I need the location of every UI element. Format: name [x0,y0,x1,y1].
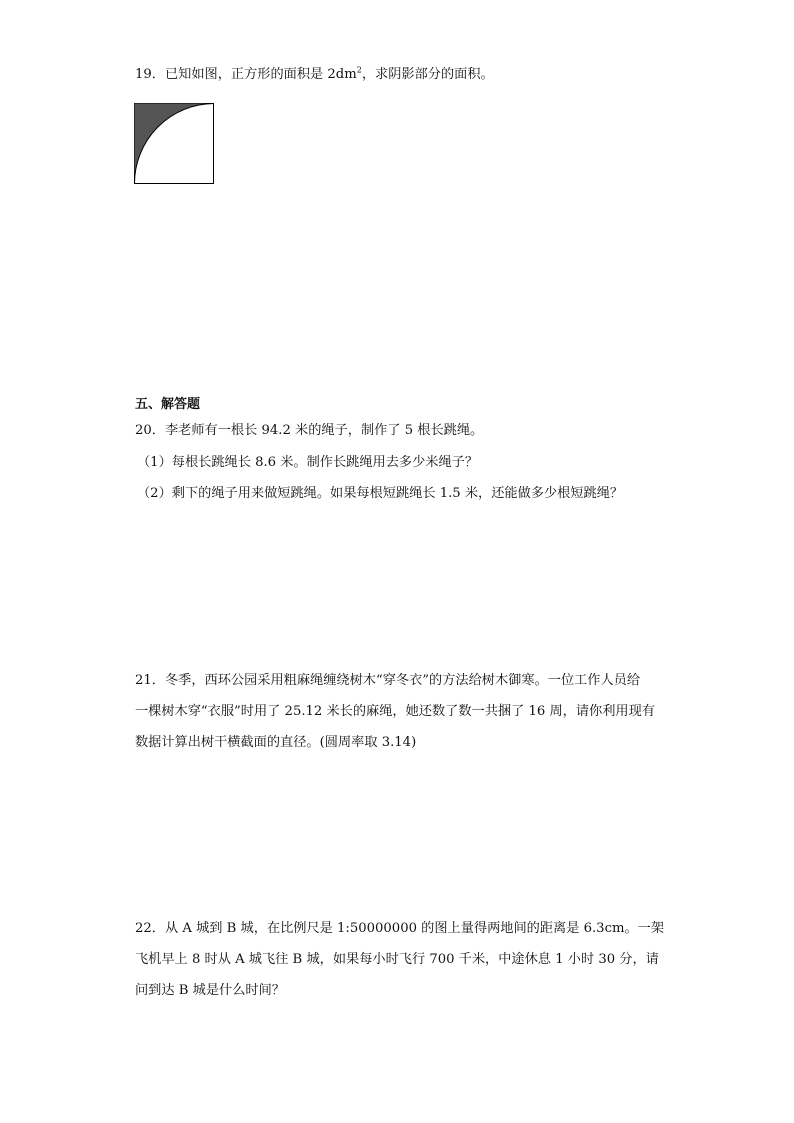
question-22-line-2: 飞机早上 8 时从 A 城飞往 B 城，如果每小时飞行 700 千米，中途休息 1 小时 30 分，请 [135,952,659,967]
question-19 [135,66,494,84]
question-22-line-3: 问到达 B 城是什么时间？ [135,983,285,998]
question-21-line-3: 数据计算出树干横截面的直径。(圆周率取 3.14) [135,735,417,750]
question-21-line-2: 一棵树木穿“衣服”时用了 25.12 米长的麻绳，她还数了数一共捆了 16 周，请你利用现有 [135,704,655,719]
square-quarter-circle-figure [134,103,214,184]
question-19-text-end: ，求阴影部分的面积。 [361,67,494,82]
question-20-stem: 20．李老师有一根长 94.2 米的绳子，制作了 5 根长跳绳。 [135,423,484,438]
question-20-part-1: （1）每根长跳绳长 8.6 米。制作长跳绳用去多少米绳子？ [137,455,479,470]
question-22-line-1: 22．从 A 城到 B 城，在比例尺是 1:50000000 的图上量得两地间的距离是 6.3cm。一架 [135,921,665,936]
question-21-line-1: 21．冬季，西环公园采用粗麻绳缠绕树木“穿冬衣”的方法给树木御寒。一位工作人员给 [135,673,641,688]
question-19-text: 19．已知如图，正方形的面积是 2dm [135,67,357,82]
section-title-five: 五、解答题 [135,397,201,412]
square-unit-superscript: 2 [356,65,362,75]
question-20-part-2: （2）剩下的绳子用来做短跳绳。如果每根短跳绳长 1.5 米，还能做多少根短跳绳？ [137,486,624,501]
